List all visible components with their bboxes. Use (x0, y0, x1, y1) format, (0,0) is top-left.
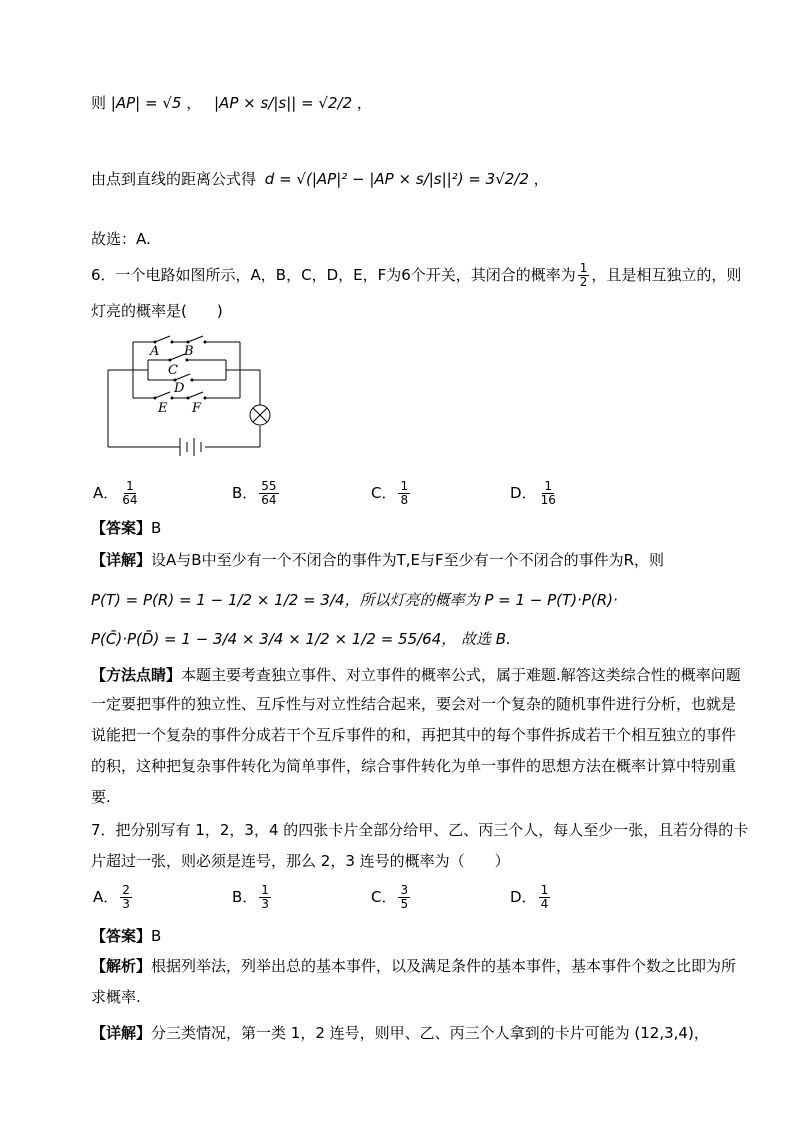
q6-stem-line-1 (91, 262, 741, 289)
switch-a (155, 336, 170, 342)
q6-answer-line (91, 517, 161, 539)
label-d: D (174, 381, 185, 396)
distance-formula: d = √(|AP|² − |AP × s/|s||²) = 3√2/2 (264, 170, 529, 188)
q6-option-a[interactable]: A． $\frac{1}{64}$ (93, 479, 138, 507)
switch-c (170, 354, 185, 360)
q6-stem-a: 6．一个电路如图所示，A，B，C，D，E，F为6个开关，其闭合的概率为 (91, 266, 576, 284)
q6-detail-line-1 (91, 549, 664, 571)
q7-answer-line (91, 925, 161, 947)
q6-half-fraction (578, 262, 590, 289)
q7-option-b[interactable]: B． $\frac{1}{3}$ (232, 883, 269, 911)
q7-answer: B (151, 927, 162, 945)
projection-formula: |AP × s/|s|| = √2/2 (214, 94, 353, 112)
label-e: E (158, 401, 168, 416)
q7-analysis-1: 根据列举法，列举出总的基本事件，以及满足条件的基本事件，基本事件个数之比即为所 (151, 957, 737, 975)
q6-half-den: 2 (579, 275, 588, 289)
label-f: F (192, 401, 202, 416)
q6-option-c[interactable]: C． $\frac{1}{8}$ (371, 479, 409, 507)
method-text-1: 本题主要考查独立事件、对立事件的概率公式，属于难题.解答这类综合性的概率问题 (181, 666, 741, 684)
method-line-3: 说能把一个复杂的事件分成若干个互斥事件的和，再把其中的每个事件拆成若干个相互独立的事件 (91, 726, 737, 744)
q6-stem-b: ，且是相互独立的，则 (591, 266, 742, 284)
q6-option-b[interactable]: B． $\frac{55}{64}$ (232, 479, 277, 507)
analysis-tag: 【解析】 (91, 957, 152, 975)
q6-detail-1: 设A与B中至少有一个不闭合的事件为T,E与F至少有一个不闭合的事件为R，则 (151, 551, 665, 569)
detail-tag: 【详解】 (91, 551, 152, 569)
method-line-4: 的积，这种把复杂事件转化为简单事件，综合事件转化为单一事件的思想方法在概率计算中特别重 (91, 757, 737, 775)
q6-option-d[interactable]: D． $\frac{1}{16}$ (510, 479, 556, 507)
switch-f (188, 392, 203, 398)
label-b: B (184, 344, 194, 359)
switch-e (155, 392, 170, 398)
q7-analysis-line-2: 求概率. (91, 988, 141, 1006)
q6-detail-line-3: P(C̄)·P(D̄) = 1 − 3/4 × 3/4 × 1/2 × 1/2 = 55/64， 故选 B. (91, 630, 511, 648)
method-line-2: 一定要把事件的独立性、互斥性与对立性结合起来，要会对一个复杂的随机事件进行分析，也就是 (91, 695, 737, 713)
method-line-5: 要. (91, 788, 111, 806)
q6-answer: B (151, 519, 162, 537)
q6-detail-line-2: P(T) = P(R) = 1 − 1/2 × 1/2 = 3/4，所以灯亮的概率为 P = 1 − P(T)·P(R)· (91, 591, 618, 609)
circuit-diagram (100, 330, 290, 465)
conclusion-line: 故选：A. (91, 230, 151, 248)
q6-stem-line-2: 灯亮的概率是( ) (91, 302, 223, 320)
ap-abs-formula: |AP| = √5 (110, 94, 182, 112)
q7-answer-tag: 【答案】 (91, 927, 152, 945)
method-tag: 【方法点睛】 (91, 666, 182, 684)
q7-analysis-line-1 (91, 955, 736, 977)
q6-half-num: 1 (579, 261, 588, 275)
q7-stem-line-1: 7．把分别写有 1，2，3，4 的四张卡片全部分给甲、乙、丙三个人，每人至少一张，且若分得的卡 (91, 821, 749, 839)
then-word: 则 (91, 94, 107, 112)
switch-b (188, 336, 203, 342)
ap-length-line: 则 |AP| = √5 ， |AP × s/|s|| = √2/2 ， (91, 94, 372, 112)
label-a: A (150, 344, 160, 359)
q7-detail-line-1 (91, 1022, 709, 1044)
distance-prefix: 由点到直线的距离公式得 (91, 170, 257, 188)
method-line-1 (91, 664, 741, 686)
q7-option-a[interactable]: A． $\frac{2}{3}$ (93, 883, 130, 911)
answer-tag: 【答案】 (91, 519, 152, 537)
q7-stem-line-2: 片超过一张，则必须是连号，那么 2，3 连号的概率为（ ） (91, 852, 510, 870)
label-c: C (168, 363, 178, 378)
q7-detail-1: 分三类情况，第一类 1，2 连号，则甲、乙、丙三个人拿到的卡片可能为 (12,3,4)， (151, 1024, 709, 1042)
q7-option-d[interactable]: D． $\frac{1}{4}$ (510, 883, 549, 911)
distance-line: 由点到直线的距离公式得 d = √(|AP|² − |AP × s/|s||²) = 3√2/2 ， (91, 170, 549, 188)
q7-detail-tag: 【详解】 (91, 1024, 152, 1042)
q7-option-c[interactable]: C． $\frac{3}{5}$ (371, 883, 409, 911)
